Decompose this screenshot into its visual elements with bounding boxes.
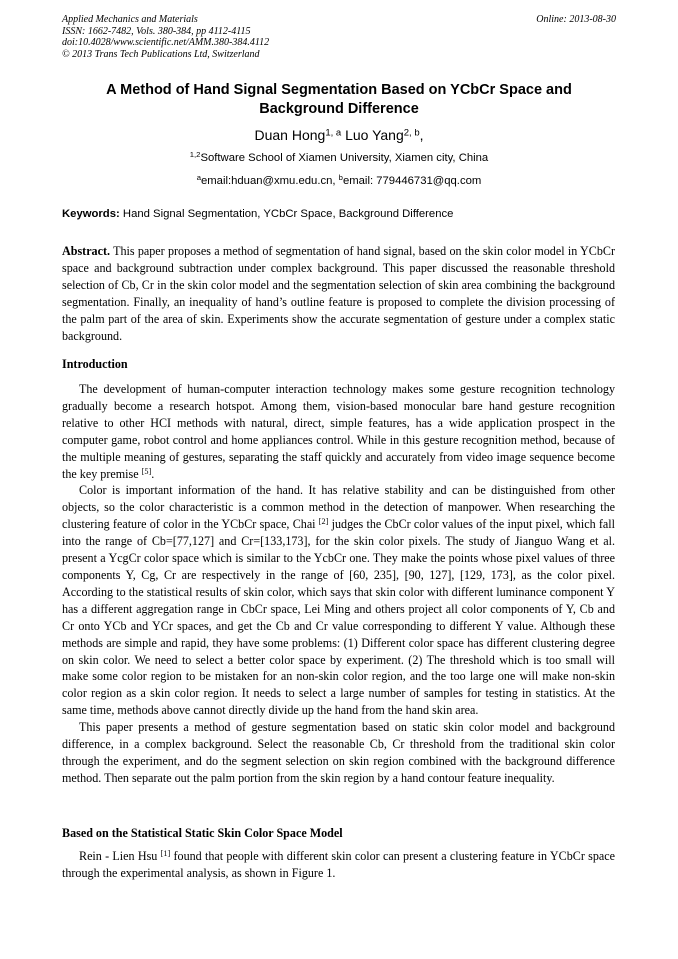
- citation-2: [2]: [318, 517, 329, 527]
- intro-p2-text-a: Color is important information of the hand. It has relative stability and can be distinguished from other objects, so the color characteristic is a common method in the detection of manpower. When researching the clustering feature of color in the YCbCr space, Chai: [62, 483, 615, 532]
- intro-paragraph-3: This paper presents a method of gesture segmentation based on static skin color model and background difference, in a complex background. Select the reasonable Cb, Cr threshold from the traditional skin color through the experiment, and do the segment selection on skin region combined with the background difference method. Then separate out the palm portion from the skin region by a hand contour feature inequality.: [62, 720, 615, 785]
- keywords-label: Keywords:: [62, 208, 120, 220]
- abstract-label: Abstract.: [62, 244, 111, 258]
- online-date: Online: 2013-08-30: [536, 14, 616, 25]
- email-mark-a: a: [196, 173, 201, 183]
- s2-p1-text-b: found that people with different skin color can present a clustering feature in YCbCr space through the experimental analysis, as shown in Figure 1.: [62, 849, 615, 880]
- citation-1: [1]: [160, 848, 171, 858]
- affiliation: [62, 151, 616, 166]
- running-header: [62, 14, 616, 60]
- introduction-body: [62, 381, 615, 787]
- author-emails: [62, 174, 616, 189]
- title-line-2: Background Difference: [259, 101, 419, 117]
- issn-line: ISSN: 1662-7482, Vols. 380-384, pp 4112-4115: [62, 25, 251, 37]
- doi-line: doi:10.4028/www.scientific.net/AMM.380-384.4112: [62, 37, 270, 48]
- keywords-text: Hand Signal Segmentation, YCbCr Space, Background Difference: [122, 208, 454, 220]
- email-a: email:hduan@xmu.edu.cn,: [200, 175, 339, 187]
- abstract-text: This paper proposes a method of segmentation of hand signal, based on the skin color model in YCbCr space and background subtraction under complex background. This paper discussed the reasonable threshold selection of Cb, Cr in the skin color model and the segmentation selection of skin area combining the background segmentation. Finally, an inequality of hand’s outline feature is proposed to complete the division processing of the palm part of the area of skin. Experiments show the accurate segmentation of gesture under a complex static background.: [62, 244, 615, 343]
- intro-p1-text: The development of human-computer interaction technology makes some gesture recognition technology gradually become a research hotspot. Among them, vision-based monocular bare hand gesture recognition relative to other HCI methods with natural, direct, simple features, has a wide application prospect in the computer game, robot control and home appliances control. While in this gesture recognition method, because of the multiple meaning of gestures, separating the staff quickly and accurately from video image sequence become the key premise: [62, 382, 615, 481]
- abstract: [62, 243, 615, 344]
- author-list: [62, 126, 616, 144]
- email-mark-b: b: [338, 173, 343, 183]
- author-2-affiliation-mark: 2, b: [403, 127, 420, 139]
- citation-5: [5]: [141, 466, 152, 476]
- journal-name: Applied Mechanics and Materials: [62, 14, 198, 25]
- intro-paragraph-1: [62, 381, 615, 482]
- affiliation-text: Software School of Xiamen University, Xiamen city, China: [200, 152, 489, 164]
- intro-paragraph-2: [62, 482, 615, 719]
- copyright-line: © 2013 Trans Tech Publications Ltd, Switzerland: [62, 48, 260, 60]
- title-line-1: A Method of Hand Signal Segmentation Based on YCbCr Space and: [106, 82, 572, 98]
- author-2: Luo Yang: [345, 127, 404, 143]
- affiliation-mark: 1,2: [189, 150, 201, 160]
- introduction-heading: Introduction: [62, 357, 128, 371]
- author-1-affiliation-mark: 1, a: [325, 127, 342, 139]
- keywords: [62, 207, 616, 222]
- author-1: Duan Hong: [254, 127, 326, 143]
- section-2-body: [62, 848, 615, 882]
- intro-p2-text-b: judges the CbCr color values of the input pixel, which fall into the range of Cb=[77,127] and Cr=[133,173], for the skin color pixels. The study of Jianguo Wang et al. present a YcgCr color space which is similar to the YcbCr one. They make the points whose pixel values of three components Y, Cg, Cr are respectively in the range of [60, 235], [90, 127], [129, 173], as the color pixel. According to the statistical results of skin color, which says that skin color with different luminance component Y has a different aggregation range in CbCr space, Lei Ming and others project all color components of Y, Cb and Cr onto YCb and YCr spaces, and get the Cb and Cr value corresponding to different Y value. Although these methods are simple and rapid, they have some problems: (1) Different color space has different clustering degree on skin color. We need to select a better color space by experiment. (2) The threshold which is too small will make some color region to be mistaken for an non-skin color region, and the too large one will make non-skin color region as a skin color region. It needs to select a large number of samples for testing in statistics. At the same time, methods above cannot directly divide up the hand from the hand skin area.: [62, 517, 615, 718]
- s2-p1-text-a: Rein - Lien Hsu: [79, 849, 161, 863]
- section-2-paragraph-1: [62, 848, 615, 882]
- intro-p1-end: .: [151, 466, 155, 481]
- section-2-heading: Based on the Statistical Static Skin Color Space Model: [62, 826, 343, 840]
- author-list-trailing-comma: ,: [419, 127, 424, 143]
- email-b: email: 779446731@qq.com: [342, 175, 482, 187]
- paper-title: [62, 81, 616, 119]
